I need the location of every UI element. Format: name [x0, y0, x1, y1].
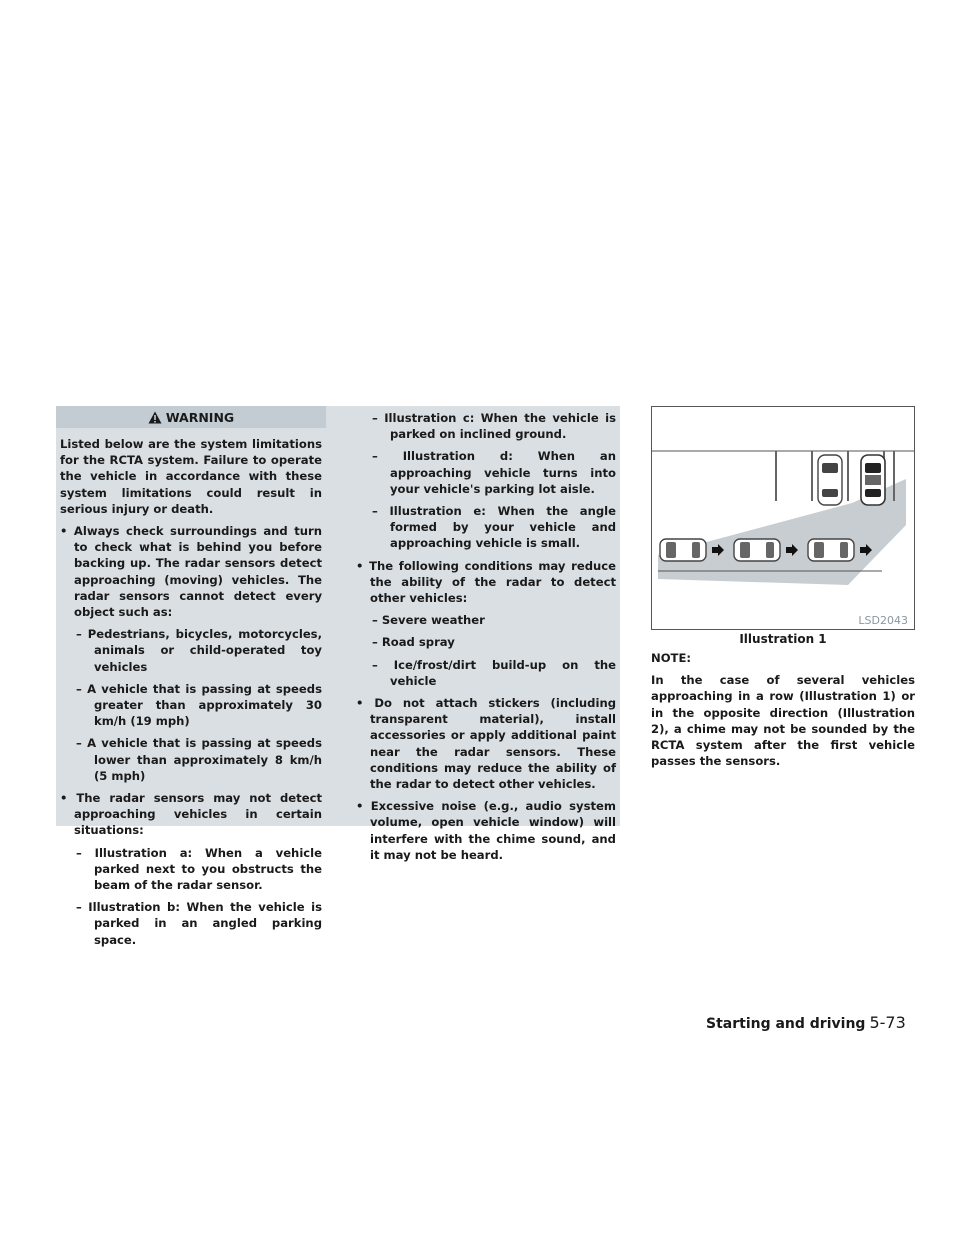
- list-item: – Illustration c: When the vehicle is parked on inclined ground.: [372, 411, 616, 442]
- list-item: – Pedestrians, bicycles, motorcycles, animals or child-operated toy vehicles: [76, 627, 322, 674]
- warning-title: WARNING: [165, 409, 235, 425]
- list-item: • Excessive noise (e.g., audio system volume, open vehicle window) will interfere with the chime sound, and it may not be heard.: [356, 799, 616, 862]
- note-section: [651, 650, 915, 775]
- list-item: – A vehicle that is passing at speeds greater than approximately 30 km/h (19 mph): [76, 681, 322, 729]
- list-item: – Illustration d: When an approaching vehicle turns into your vehicle's parking lot aisle.: [372, 449, 616, 496]
- parked-car-left-icon: [818, 455, 842, 505]
- figure-code: LSD2043: [858, 614, 908, 627]
- list-item: – Illustration b: When the vehicle is parked in an angled parking space.: [76, 900, 322, 947]
- list-item: – A vehicle that is passing at speeds lower than approximately 8 km/h (5 mph): [76, 736, 322, 783]
- parking-lot-diagram: [652, 407, 914, 629]
- page-footer: [706, 1013, 906, 1032]
- warning-column-1: [60, 436, 322, 954]
- approaching-car-2-icon: [734, 539, 780, 561]
- note-body: In the case of several vehicles approaching in a row (Illustration 1) or in the opposite direction (Illustration 2), a chime may not be sounded by the RCTA system after the first vehicle passes the sensors.: [651, 673, 915, 769]
- own-car-icon: [861, 455, 885, 505]
- list-item: – Severe weather: [372, 613, 485, 628]
- rcta-illustration: [651, 406, 915, 630]
- list-item: – Road spray: [372, 635, 455, 650]
- note-title: NOTE:: [651, 651, 692, 665]
- figure-caption: Illustration 1: [739, 632, 827, 646]
- list-item: • Always check surroundings and turn to check what is behind you before backing up. The radar sensors detect approaching (moving) vehicles. The radar sensors cannot detect every object such as:: [60, 524, 322, 620]
- page-number: 5-73: [869, 1013, 906, 1032]
- list-item: • The following conditions may reduce the ability of the radar to detect other vehicles:: [356, 558, 616, 606]
- list-item: – Illustration e: When the angle formed by your vehicle and approaching vehicle is small.: [372, 504, 616, 551]
- list-item: • The radar sensors may not detect approaching vehicles in certain situations:: [60, 791, 322, 838]
- warning-column-2: [356, 410, 616, 869]
- section-title: Starting and driving: [706, 1016, 866, 1032]
- warning-triangle-icon: [148, 411, 162, 424]
- list-item: • Do not attach stickers (including transparent material), install accessories or apply additional paint near the radar sensors. These conditions may reduce the ability of the radar to detect other vehicles.: [356, 696, 616, 792]
- list-item: – Illustration a: When a vehicle parked next to you obstructs the beam of the radar sensor.: [76, 845, 322, 893]
- warning-header: [56, 406, 326, 428]
- list-item: – Ice/frost/dirt build-up on the vehicle: [372, 657, 616, 688]
- warning-intro: Listed below are the system limitations for the RCTA system. Failure to operate the vehicle in accordance with these system limitations could result in serious injury or death.: [60, 437, 322, 516]
- approaching-car-3-icon: [808, 539, 854, 561]
- approaching-car-1-icon: [660, 539, 706, 561]
